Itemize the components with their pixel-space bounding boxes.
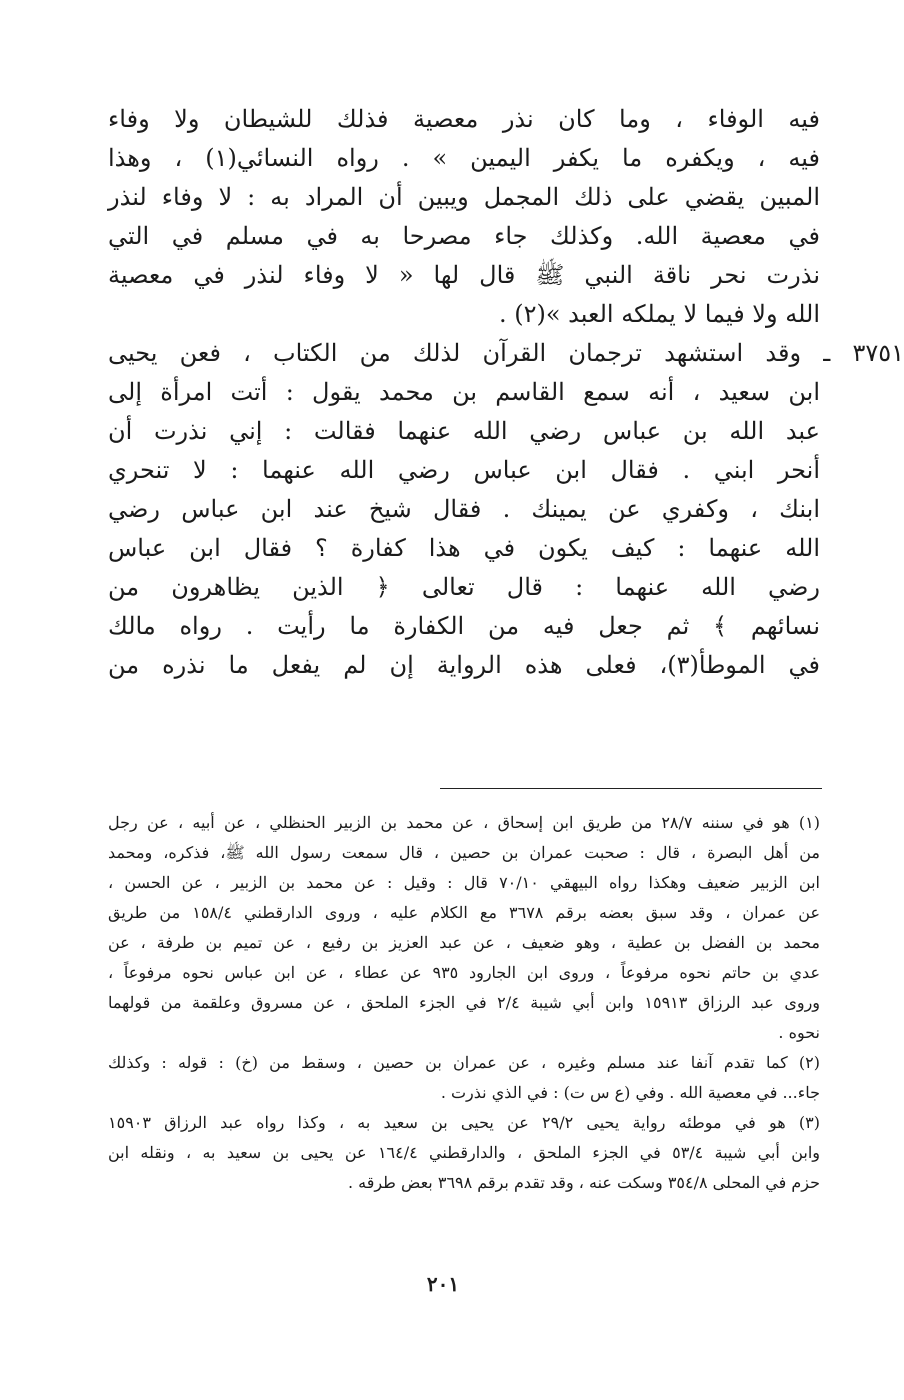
footnote-line: محمد بن الفضل بن عطية ، وهو ضعيف ، عن عبد العزيز بن رفيع ، عن تميم بن طرفة ، عن [108,933,820,952]
footnote-line: (٢) كما تقدم آنفا عند مسلم وغيره ، عن عمران بن حصين ، وسقط من (خ) : قوله : وكذلك [108,1053,820,1072]
main-text-line: فيه ، ويكفره ما يكفر اليمين » . رواه النسائي(١) ، وهذا [108,144,820,172]
footnote-separator [440,788,822,789]
main-text-line: فيه الوفاء ، وما كان نذر معصية فذلك للشيطان ولا وفاء [108,105,820,133]
footnote-line: عن عمران ، وقد سبق بعضه برقم ٣٦٧٨ مع الكلام عليه ، وروى الدارقطني ١٥٨/٤ من طريق [108,903,821,922]
main-text-block [108,100,904,685]
main-text-line: ابن سعيد ، أنه سمع القاسم بن محمد يقول : أتت امرأة إلى [108,378,820,406]
footnote-line: وابن أبي شيبة ٥٣/٤ في الجزء الملحق ، والدارقطني ١٦٤/٤ عن يحيى بن سعيد به ، ونقله ابن [108,1143,821,1162]
footnote-line: نحوه . [778,1023,820,1042]
footnote-line: (٣) هو في موطئه رواية يحيى ٢٩/٢ عن يحيى بن سعيد به ، وكذا رواه عبد الرزاق ١٥٩٠٣ [108,1113,820,1132]
main-text-line: نذرت نحر ناقة النبي ﷺ قال لها « لا وفاء لنذر في معصية [108,261,820,289]
footnotes-block [108,808,820,1198]
main-text-line: عبد الله بن عباس رضي الله عنهما فقالت : إني نذرت أن [108,417,820,445]
main-text-line-quran: نسائهم ﴾ ثم جعل فيه من الكفارة ما رأيت . رواه مالك [108,612,820,640]
main-text-line: في الموطأ(٣)، فعلى هذه الرواية إن لم يفعل ما نذره من [108,651,820,679]
footnote-line: من أهل البصرة ، قال : صحبت عمران بن حصين ، قال سمعت رسول الله ﷺ، فذكره، ومحمد [108,843,820,862]
main-text-line-numbered: ٣٧٥١ ـ وقد استشهد ترجمان القرآن لذلك من الكتاب ، فعن يحيى [108,339,904,367]
footnote-line: ابن الزبير ضعيف وهكذا رواه البيهقي ٧٠/١٠ قال : وقيل : عن محمد بن الزبير ، عن الحسن ، [108,873,821,892]
main-text-line: الله عنهما : كيف يكون في هذا كفارة ؟ فقال ابن عباس [108,534,820,562]
footnote-line: جاء... في معصية الله . وفي (ع س ت) : في الذي نذرت . [440,1083,820,1102]
main-text-line: في معصية الله. وكذلك جاء مصرحا به في مسلم في التي [108,222,820,250]
footnote-line: وروى عبد الرزاق ١٥٩١٣ وابن أبي شيبة ٢/٤ في الجزء الملحق ، عن مسروق وعلقمة من قولهما [108,993,821,1012]
page-number: ٢٠١ [426,1272,460,1296]
footnote-line: عدي بن حاتم نحوه مرفوعاً ، وروى ابن الجارود ٩٣٥ عن عطاء ، عن ابن عباس نحوه مرفوعاً ، [108,963,821,982]
main-text-line: المبين يقضي على ذلك المجمل ويبين أن المراد به : لا وفاء لنذر [108,183,820,211]
main-text-line: الله ولا فيما لا يملكه العبد »(٢) . [498,300,820,328]
footnote-line: (١) هو في سننه ٢٨/٧ من طريق ابن إسحاق ، عن محمد بن الزبير الحنظلي ، عن أبيه ، عن رجل [108,813,820,832]
main-text-line-quran: رضي الله عنهما : قال تعالى ﴿ الذين يظاهرون من [108,573,820,601]
main-text-line: أنحر ابني . فقال ابن عباس رضي الله عنهما : لا تنحري [108,456,820,484]
footnote-line: حزم في المحلى ٣٥٤/٨ وسكت عنه ، وقد تقدم برقم ٣٦٩٨ بعض طرقه . [347,1173,820,1192]
main-text-line: ابنك ، وكفري عن يمينك . فقال شيخ عند ابن عباس رضي [108,495,820,523]
